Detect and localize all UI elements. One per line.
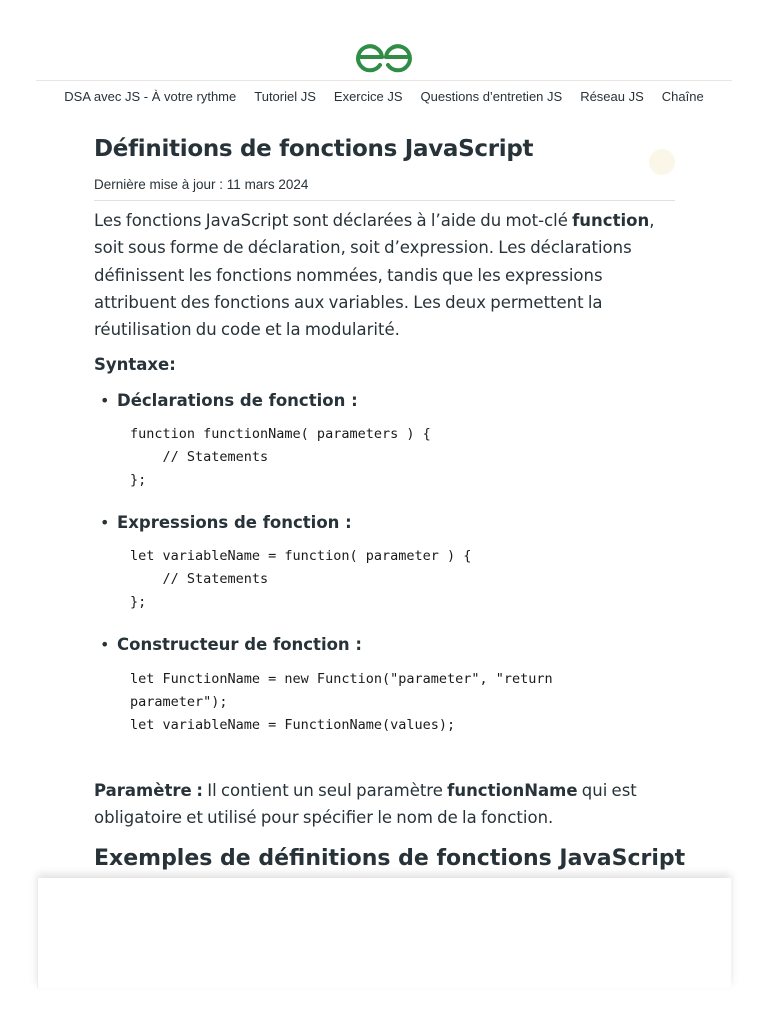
bottom-overlay-panel [37, 878, 731, 988]
syntax-list [94, 387, 684, 737]
syntax-item-expression [94, 509, 684, 614]
syntax-item-label: Expressions de fonction : [117, 513, 352, 533]
parameter-label: Paramètre : [94, 780, 203, 800]
nav-item-chaine[interactable]: Chaîne [661, 88, 704, 104]
site-header [0, 0, 768, 80]
code-block: function functionName( parameters ) { // Statements }; [130, 426, 431, 489]
nav-item-questions-entretien-js[interactable]: Questions d’entretien JS [420, 88, 563, 104]
nav-item-reseau-js[interactable]: Réseau JS [580, 88, 644, 104]
nav-item-tutoriel-js[interactable]: Tutoriel JS [254, 88, 316, 104]
syntax-item-declaration [94, 387, 684, 492]
syntax-heading: Syntaxe: [94, 355, 176, 375]
intro-text-start: Les fonctions JavaScript sont déclarées à l’aide du mot-clé [94, 211, 573, 230]
bullet: • [100, 635, 110, 655]
nav-item-exercice-js[interactable]: Exercice JS [333, 88, 403, 104]
title-divider [94, 200, 675, 201]
syntax-item-constructor [94, 631, 684, 736]
intro-keyword: function [572, 211, 650, 230]
bookmark-icon[interactable] [649, 149, 675, 175]
page-title: Définitions de fonctions JavaScript [94, 136, 534, 162]
parameter-text-end: qui est obligatoire et utilisé pour spécifier le nom de la fonction. [94, 780, 637, 827]
bullet: • [100, 390, 110, 410]
nav-item-dsa-js[interactable]: DSA avec JS - À votre rythme [64, 88, 237, 104]
syntax-item-label: Constructeur de fonction : [117, 635, 363, 655]
article-body [94, 207, 684, 873]
parameter-text-start: Il contient un seul paramètre [203, 780, 448, 800]
syntax-item-label: Déclarations de fonction : [117, 390, 358, 410]
examples-heading: Exemples de définitions de fonctions JavaScript [94, 846, 686, 872]
last-updated-date: Dernière mise à jour : 11 mars 2024 [94, 177, 309, 192]
intro-text-end: , soit sous forme de déclaration, soit d’expression. Les déclarations définissent les fonctions nommées, tandis que les expressions attribuent des fonctions aux variables. Les deux permettent la réutilisation du code et la modularité. [94, 211, 655, 340]
geeksforgeeks-logo-icon[interactable] [354, 40, 414, 74]
top-nav [36, 81, 732, 111]
code-block: let FunctionName = new Function("parameter", "return parameter"); let variableName = FunctionName(values); [130, 670, 553, 733]
parameter-paragraph [94, 777, 684, 832]
code-block: let variableName = function( parameter ) { // Statements }; [130, 548, 472, 611]
intro-paragraph [94, 207, 684, 343]
panel-edge [37, 878, 38, 988]
parameter-keyword: functionName [447, 780, 578, 800]
bullet: • [100, 513, 110, 533]
